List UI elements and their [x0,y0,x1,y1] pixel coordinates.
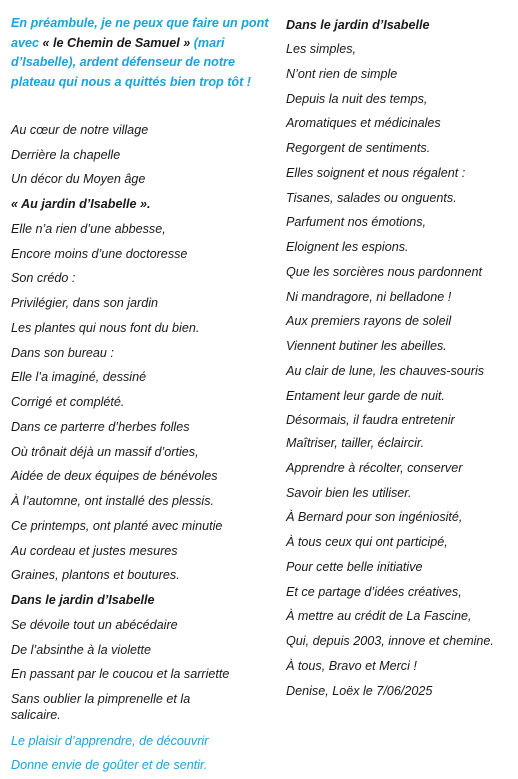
left-poem-line: Elle n’a rien d’une abbesse, [11,222,166,236]
right-poem-line: Les simples, [286,42,356,56]
right-poem-line: Au clair de lune, les chauves-souris [286,364,485,378]
left-poem-line: Encore moins d’une doctoresse [11,247,188,261]
right-poem-line: Eloignent les espions. [286,240,409,254]
left-poem-line: À l’automne, ont installé des plessis. [11,494,215,508]
right-poem-line: Viennent butiner les abeilles. [286,339,447,353]
right-poem-line: Savoir bien les utiliser. [286,486,412,500]
right-poem-line: Que les sorcières nous pardonnent [286,265,483,279]
right-poem-line: Aromatiques et médicinales [286,116,441,130]
left-poem-line: Se dévoile tout un abécédaire [11,618,178,632]
right-poem-line: Dans le jardin d’Isabelle [286,18,430,32]
left-poem-line: Un décor du Moyen âge [11,172,146,186]
right-poem-line: Qui, depuis 2003, innove et chemine. [286,634,494,648]
right-poem-line: À tous, Bravo et Merci ! [286,659,417,673]
right-poem-line: Depuis la nuit des temps, [286,92,428,106]
left-poem-line: De l’absinthe à la violette [11,643,152,657]
left-poem-line: Dans ce parterre d’herbes folles [11,420,190,434]
right-poem-line: À mettre au crédit de La Fascine, [286,609,472,623]
right-poem-line: Aux premiers rayons de soleil [286,314,452,328]
left-poem-line: Privilégier, dans son jardin [11,296,159,310]
right-poem-line: Ni mandragore, ni belladone ! [286,290,452,304]
left-poem-line: Aidée de deux équipes de bénévoles [11,469,218,483]
left-poem-line: Donne envie de goûter et de sentir. [11,758,208,772]
intro-text-2: (mari d’Isabelle), ardent défenseur de notre plateau qui nous a quittés bien trop tôt ! [11,35,251,89]
intro-paragraph [11,14,273,92]
right-poem-line: À Bernard pour son ingéniosité, [286,510,463,524]
intro-quote: « le Chemin de Samuel » [42,35,191,50]
right-poem-line: Regorgent de sentiments. [286,141,431,155]
right-poem-line: Denise, Loëx le 7/06/2025 [286,684,433,698]
right-poem-line: Désormais, il faudra entretenir [286,413,455,427]
left-poem-line: Les plantes qui nous font du bien. [11,321,200,335]
right-poem-line: Maîtriser, tailler, éclaircir. [286,436,425,450]
right-poem-line: Apprendre à récolter, conserver [286,461,463,475]
right-poem-line: Tisanes, salades ou onguents. [286,191,457,205]
left-poem-line: Au cœur de notre village [11,123,149,137]
left-poem-line: Le plaisir d’apprendre, de découvrir [11,734,209,748]
left-poem-line: Où trônait déjà un massif d’orties, [11,445,199,459]
left-poem-line: Elle l’a imaginé, dessiné [11,370,147,384]
right-poem-line: À tous ceux qui ont participé, [286,535,448,549]
left-poem-line: Corrigé et complété. [11,395,125,409]
right-poem-line: Entament leur garde de nuit. [286,389,445,403]
left-poem-line: En passant par le coucou et la sarriette [11,667,230,681]
right-poem-line: N’ont rien de simple [286,67,398,81]
left-poem-line: Son crédo : [11,271,76,285]
left-poem-line: Derrière la chapelle [11,148,121,162]
left-poem-line: Au cordeau et justes mesures [11,544,178,558]
right-poem-line: Pour cette belle initiative [286,560,423,574]
right-poem-line: Et ce partage d’idées créatives, [286,585,462,599]
left-poem-line: Graines, plantons et boutures. [11,568,180,582]
left-poem-line: Dans son bureau : [11,346,114,360]
left-poem-line: Dans le jardin d’Isabelle [11,593,155,607]
left-poem-line: Ce printemps, ont planté avec minutie [11,519,223,533]
left-poem-line: « Au jardin d’Isabelle ». [11,197,151,211]
right-poem-line: Elles soignent et nous régalent : [286,166,466,180]
left-poem-line: Sans oublier la pimprenelle et la salicaire. [11,692,191,722]
right-poem-line: Parfument nos émotions, [286,215,427,229]
intro-text-1: En préambule, je ne peux que faire un pont avec [11,16,269,50]
